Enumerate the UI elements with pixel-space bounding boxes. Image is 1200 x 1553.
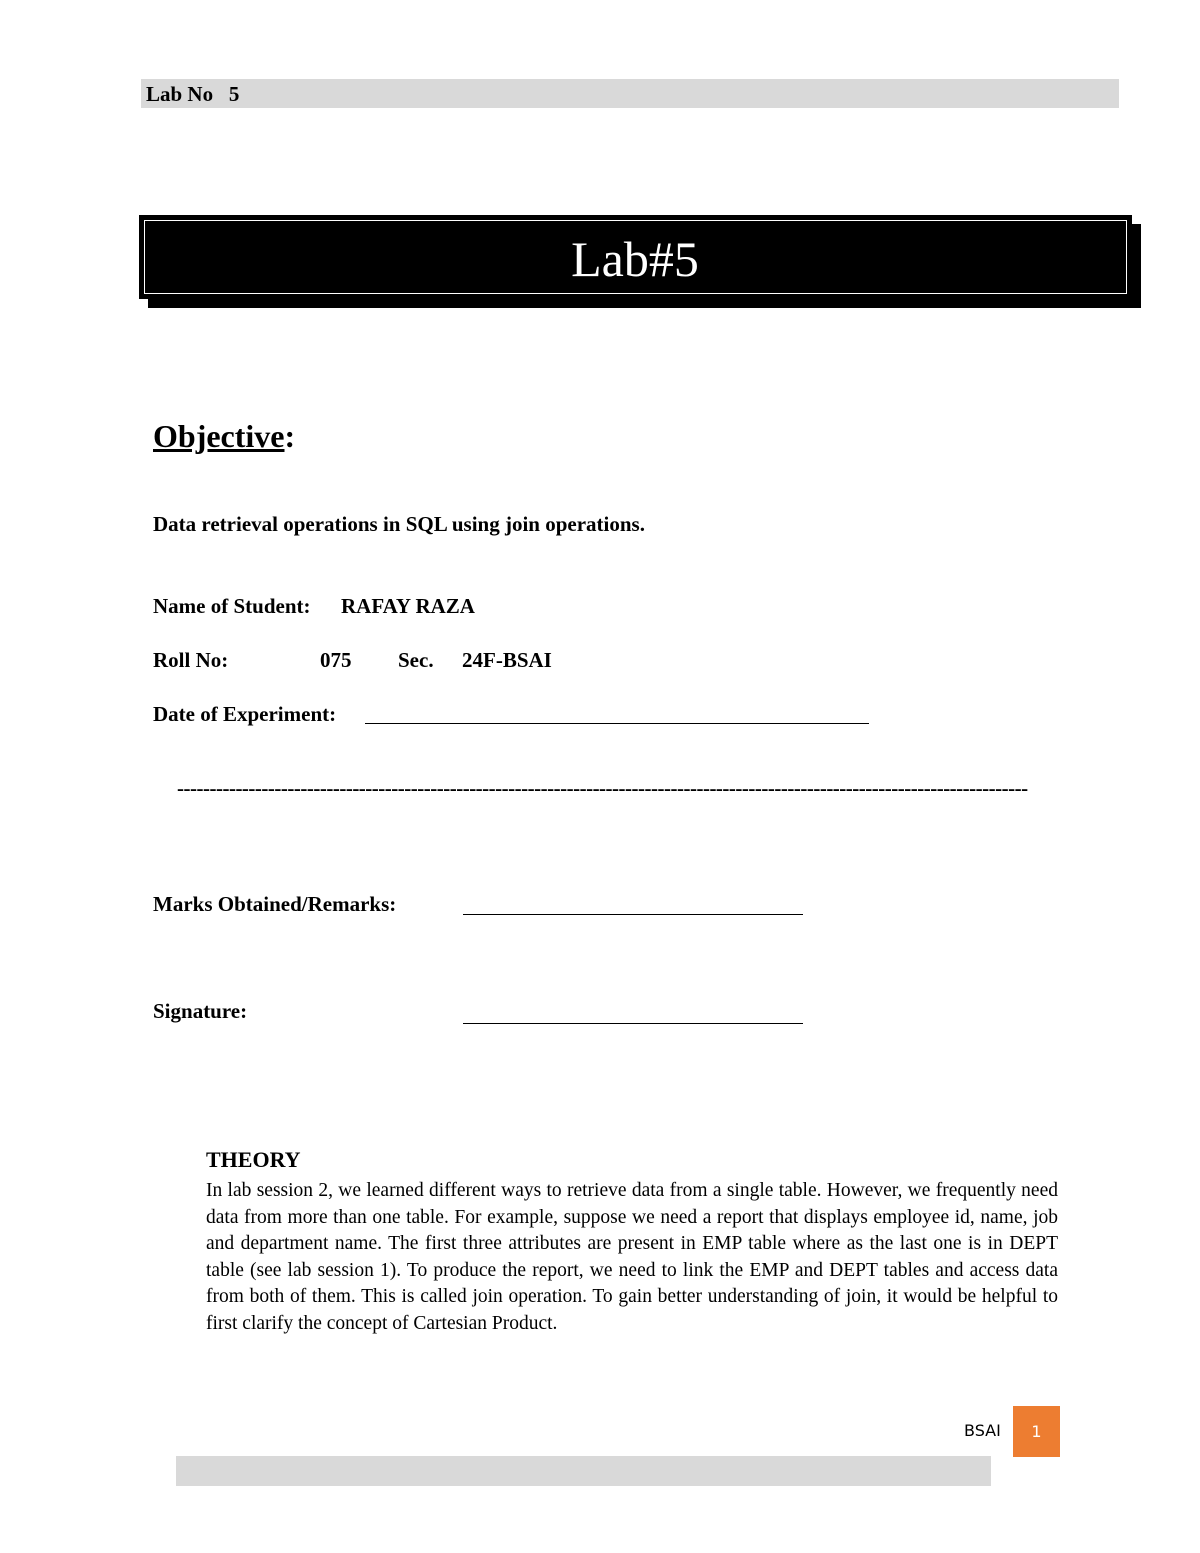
- header-text: Lab No 5: [146, 82, 240, 106]
- roll-no-label: Roll No:: [153, 648, 229, 672]
- marks-blank-line: [463, 914, 803, 915]
- roll-no-value: 075: [320, 648, 352, 672]
- theory-body: In lab session 2, we learned different ways to retrieve data from a single table. However, we frequently need data from more than one table. For example, suppose we need a report that displays employee id, name, job and department name. The first three attributes are present in EMP table where as the last one is in DEPT table (see lab session 1). To produce the report, we need to link the EMP and DEPT tables and access data from both of them. This is called join operation. To gain better understanding of join, it would be helpful to first clarify the concept of Cartesian Product.: [206, 1180, 1058, 1334]
- objective-heading-text: Objective: [153, 418, 285, 454]
- date-blank-line: [365, 723, 869, 724]
- objective-text: Data retrieval operations in SQL using join operations.: [153, 512, 645, 536]
- page-number: 1: [1031, 1422, 1042, 1441]
- student-name-value: RAFAY RAZA: [341, 594, 475, 618]
- objective-colon: :: [284, 418, 296, 454]
- date-label: Date of Experiment:: [153, 702, 337, 726]
- footer-label: BSAI: [964, 1421, 1001, 1440]
- signature-label: Signature:: [153, 999, 248, 1023]
- student-name-label: Name of Student:: [153, 594, 311, 618]
- theory-heading: THEORY: [206, 1147, 301, 1172]
- page-title: Lab#5: [571, 231, 699, 287]
- separator-line: -----------------------------------------------------------------------------------------------------------------------------------: [177, 776, 1028, 800]
- signature-blank-line: [463, 1023, 803, 1024]
- header-band: [141, 79, 1119, 108]
- section-label: Sec.: [398, 648, 434, 672]
- objective-heading: [153, 418, 295, 455]
- marks-label: Marks Obtained/Remarks:: [153, 892, 397, 916]
- page-number-badge: [1013, 1406, 1060, 1457]
- section-value: 24F-BSAI: [462, 648, 552, 672]
- footer-band: [176, 1456, 991, 1486]
